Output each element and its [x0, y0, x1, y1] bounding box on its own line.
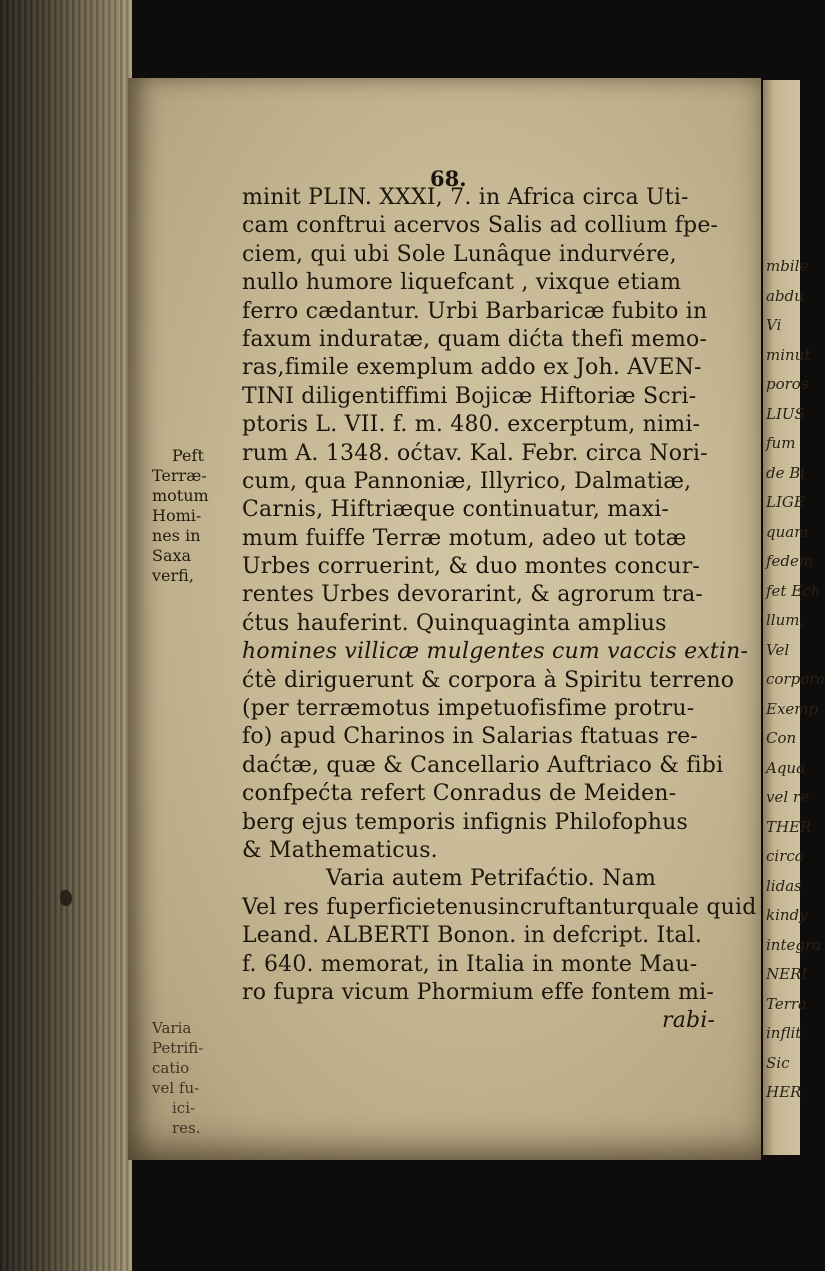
- edge-line: kindy: [766, 906, 808, 924]
- margin-note-line: catio: [152, 1059, 190, 1077]
- page-number: 68.: [430, 166, 467, 191]
- text-line: Leand. ALBERTI Bonon. in defcript. Ital.: [242, 923, 703, 949]
- edge-line: Terra: [766, 994, 808, 1013]
- text-line: Vel res fuperficietenusincruftanturquale quid: [242, 894, 757, 920]
- margin-note-line: nes in: [152, 526, 201, 545]
- text-line: TINI diligentiffimi Bojicæ Hiftoriæ Scri-: [242, 383, 697, 409]
- edge-line: inflit: [766, 1024, 802, 1042]
- edge-line: integra: [766, 935, 822, 954]
- edge-line: Vi: [766, 316, 782, 334]
- margin-note-line: Homi-: [152, 506, 202, 525]
- margin-note-line: Saxa: [152, 546, 192, 565]
- margin-note-line: Varia: [152, 1019, 192, 1037]
- edge-line: fum: [766, 434, 796, 452]
- text-line: cam conftrui acervos Salis ad collium fpe-: [242, 213, 719, 239]
- text-line: ro fupra vicum Phormium effe fontem mi-: [242, 979, 714, 1005]
- text-line: rentes Urbes devorarint, & agrorum tra-: [242, 582, 704, 608]
- text-line: (per terræmotus impetuofisfime protru-: [242, 696, 695, 722]
- text-line: faxum induratæ, quam dićta thefi memo-: [242, 326, 708, 352]
- edge-line: LIUS: [766, 404, 805, 423]
- edge-line: de Bi: [766, 463, 806, 482]
- ink-smudge: [60, 890, 72, 906]
- edge-line: fedem: [766, 552, 814, 570]
- facing-page-text: [766, 252, 825, 1108]
- margin-note-faded: [152, 1018, 203, 1138]
- edge-line: circa: [766, 847, 804, 865]
- edge-line: THER: [766, 817, 812, 836]
- catchword: rabi-: [662, 1008, 716, 1034]
- text-line: homines villicæ mulgentes cum vaccis extin-: [242, 639, 749, 665]
- text-line: confpećta refert Conradus de Meiden-: [242, 781, 677, 807]
- edge-line: vel re: [766, 788, 809, 806]
- text-line: f. 640. memorat, in Italia in monte Mau-: [242, 951, 698, 977]
- edge-line: abdu: [766, 286, 804, 305]
- text-line: ras,fimile exemplum addo ex Joh. AVEN-: [242, 355, 702, 381]
- edge-line: quam: [766, 522, 809, 541]
- text-line: & Mathematicus.: [242, 837, 438, 863]
- text-line: ferro cædantur. Urbi Barbaricæ fubito in: [242, 298, 708, 324]
- text-line: Varia autem Petrifaćtio. Nam: [326, 866, 657, 892]
- edge-line: minut: [766, 345, 811, 364]
- margin-note-line: verfi,: [152, 566, 194, 585]
- margin-note-line: Petrifi-: [152, 1039, 204, 1057]
- text-line: nullo humore liquefcant , vixque etiam: [242, 270, 682, 296]
- text-line: Urbes corruerint, & duo montes concur-: [242, 554, 701, 580]
- margin-note-line: res.: [172, 1119, 201, 1137]
- edge-line: Vel: [766, 640, 790, 659]
- edge-line: Sic: [766, 1053, 790, 1072]
- text-line: daćtæ, quæ & Cancellario Auftriaco & fibi: [242, 752, 724, 778]
- text-line: ćtus hauferint. Quinquaginta amplius: [242, 610, 667, 636]
- margin-note-line: motum: [152, 486, 209, 505]
- text-line: cum, qua Pannoniæ, Illyrico, Dalmatiæ,: [242, 468, 692, 494]
- text-line: mum fuiffe Terræ motum, adeo ut totæ: [242, 525, 687, 551]
- edge-line: fet Ech: [766, 581, 821, 600]
- edge-line: lidas: [766, 876, 802, 895]
- edge-line: Aqua: [766, 758, 806, 777]
- text-line: berg ejus temporis infignis Philofophus: [242, 809, 689, 835]
- text-line: rum A. 1348. oćtav. Kal. Febr. circa Nori-: [242, 440, 708, 466]
- facing-page-edge: [763, 80, 825, 1155]
- margin-note-line: vel fu-: [152, 1079, 200, 1097]
- text-line: ćtè diriguerunt & corpora à Spiritu terreno: [242, 667, 735, 693]
- edge-line: NERI: [766, 965, 808, 983]
- edge-line: Exemp: [766, 699, 819, 718]
- text-line: ciem, qui ubi Sole Lunâque indurvére,: [242, 241, 677, 267]
- text-line: fo) apud Charinos in Salarias ftatuas re-: [242, 724, 698, 750]
- body-text: [242, 184, 757, 1036]
- edge-line: corpora: [766, 670, 825, 688]
- edge-line: llum,: [766, 611, 805, 629]
- margin-note-line: Peft: [172, 446, 204, 465]
- text-line: ptoris L. VII. f. m. 480. excerptum, nimi-: [242, 412, 701, 438]
- text-line: minit PLIN. XXXI, 7. in Africa circa Uti-: [242, 185, 689, 210]
- edge-line: Con: [766, 729, 797, 747]
- edge-line: LIGE: [766, 493, 805, 511]
- margin-note-line: ici-: [172, 1099, 196, 1117]
- margin-note: [152, 446, 209, 586]
- spine-texture: [0, 0, 132, 1271]
- text-line: Carnis, Hiftriæque continuatur, maxi-: [242, 497, 670, 523]
- edge-line: poros: [766, 375, 809, 393]
- edge-line: mbile: [766, 257, 809, 275]
- margin-note-line: Terræ-: [152, 466, 207, 485]
- edge-line: HER: [766, 1083, 802, 1101]
